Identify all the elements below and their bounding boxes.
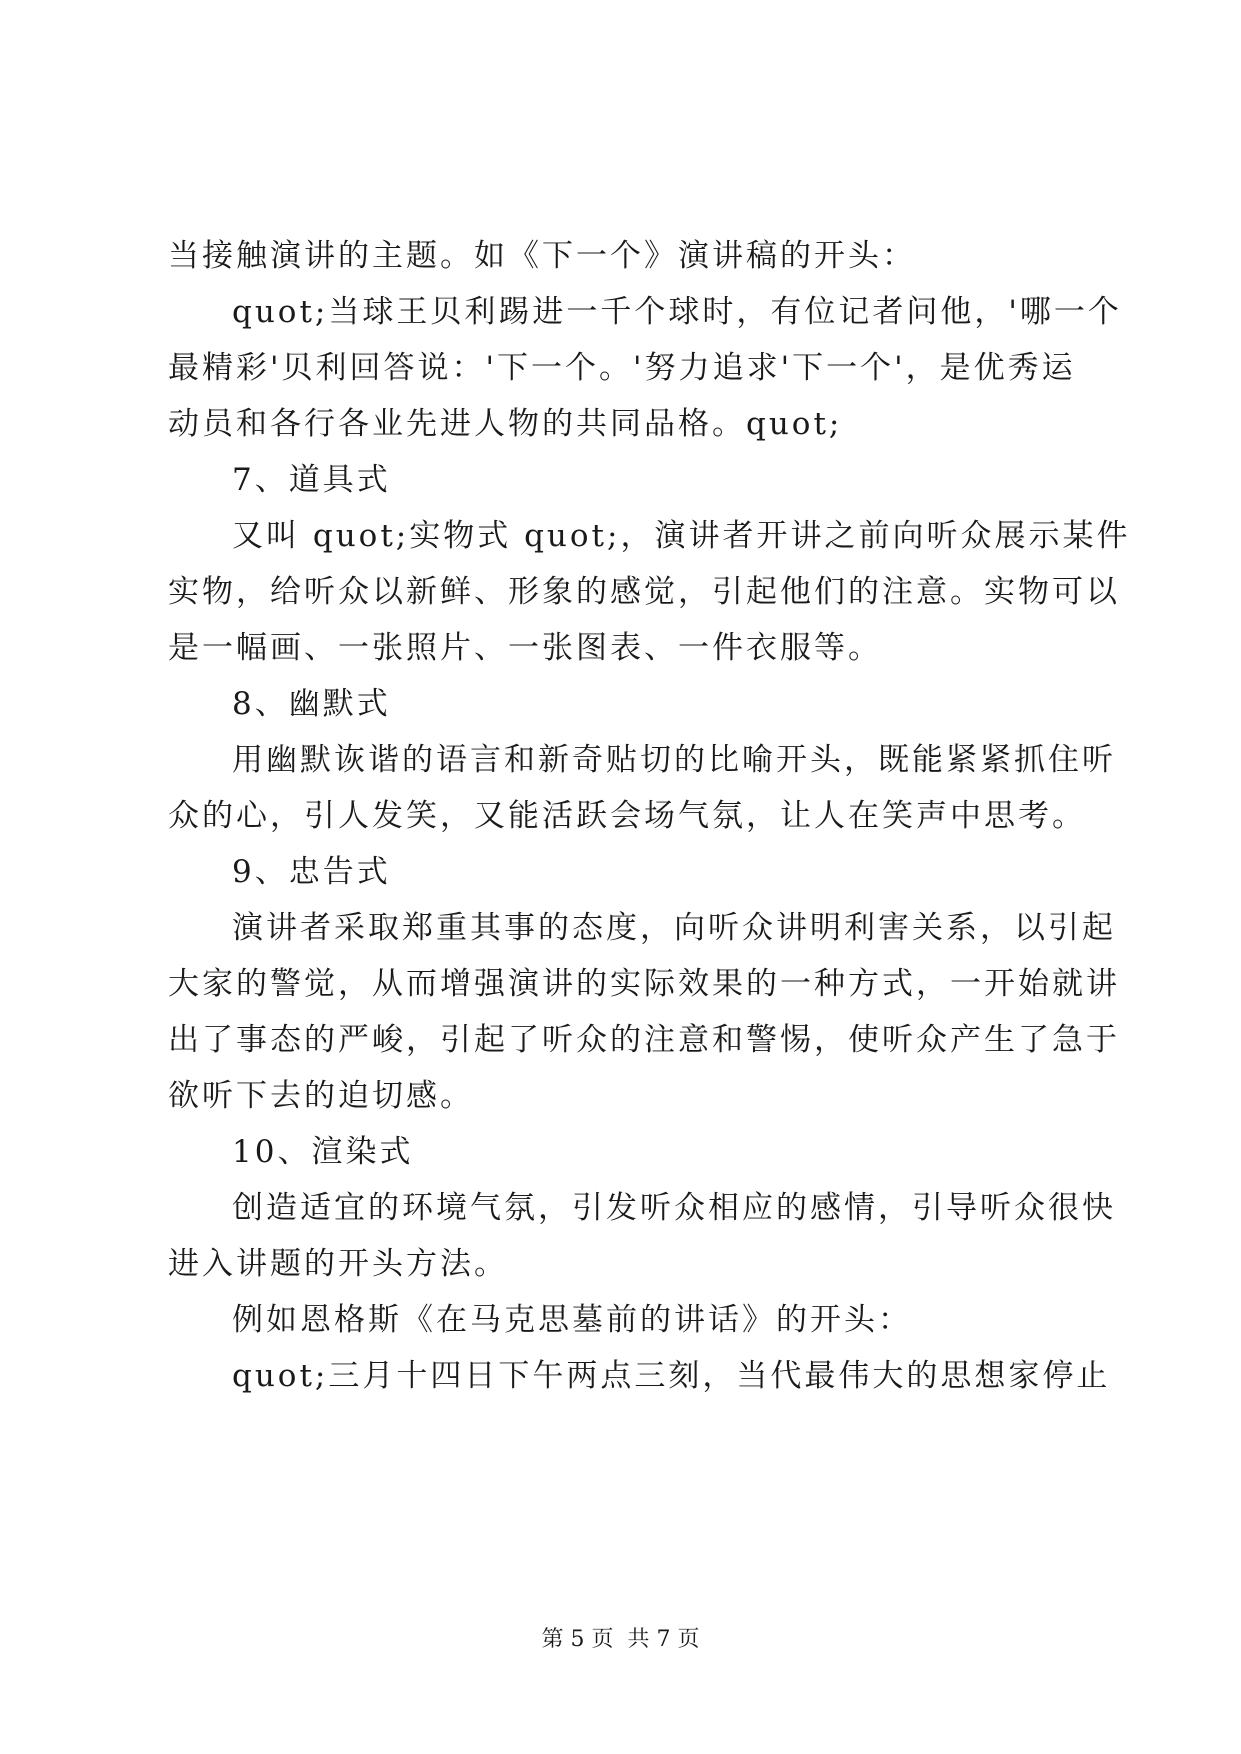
section-heading: 10、渲染式 [232, 1134, 414, 1170]
text-line: 出了事态的严峻，引起了听众的注意和警惕，使听众产生了急于 [168, 1022, 1120, 1058]
text-line: 是一幅画、一张照片、一张图表、一件衣服等。 [168, 630, 882, 666]
page-number: 第 5 页 [541, 1627, 614, 1652]
text-line: quot;三月十四日下午两点三刻，当代最伟大的思想家停止 [232, 1358, 1111, 1394]
section-heading: 8、幽默式 [232, 686, 391, 722]
text-line: 演讲者采取郑重其事的态度，向听众讲明利害关系，以引起 [232, 910, 1116, 946]
text-line: 当接触演讲的主题。如《下一个》演讲稿的开头： [168, 238, 916, 274]
text-line: 创造适宜的环境气氛，引发听众相应的感情，引导听众很快 [232, 1190, 1116, 1226]
text-line: 例如恩格斯《在马克思墓前的讲话》的开头： [232, 1302, 912, 1338]
text-line: 进入讲题的开头方法。 [168, 1246, 508, 1282]
page-footer [0, 1622, 1241, 1653]
text-line: 最精彩'贝利回答说：'下一个。'努力追求'下一个'，是优秀运 [168, 350, 1076, 386]
text-line: 用幽默诙谐的语言和新奇贴切的比喻开头，既能紧紧抓住听 [232, 742, 1116, 778]
text-line: 欲听下去的迫切感。 [168, 1078, 474, 1114]
section-heading: 7、道具式 [232, 462, 391, 498]
text-line: quot;当球王贝利踢进一千个球时，有位记者问他，'哪一个 [232, 294, 1122, 330]
text-line: 实物，给听众以新鲜、形象的感觉，引起他们的注意。实物可以 [168, 574, 1120, 610]
text-line: 又叫 quot;实物式 quot;，演讲者开讲之前向听众展示某件 [232, 518, 1131, 554]
text-line: 大家的警觉，从而增强演讲的实际效果的一种方式，一开始就讲 [168, 966, 1120, 1002]
text-line: 动员和各行各业先进人物的共同品格。quot; [168, 406, 843, 442]
text-line: 众的心，引人发笑，又能活跃会场气氛，让人在笑声中思考。 [168, 798, 1086, 834]
page-total: 共 7 页 [627, 1627, 700, 1652]
section-heading: 9、忠告式 [232, 854, 391, 890]
